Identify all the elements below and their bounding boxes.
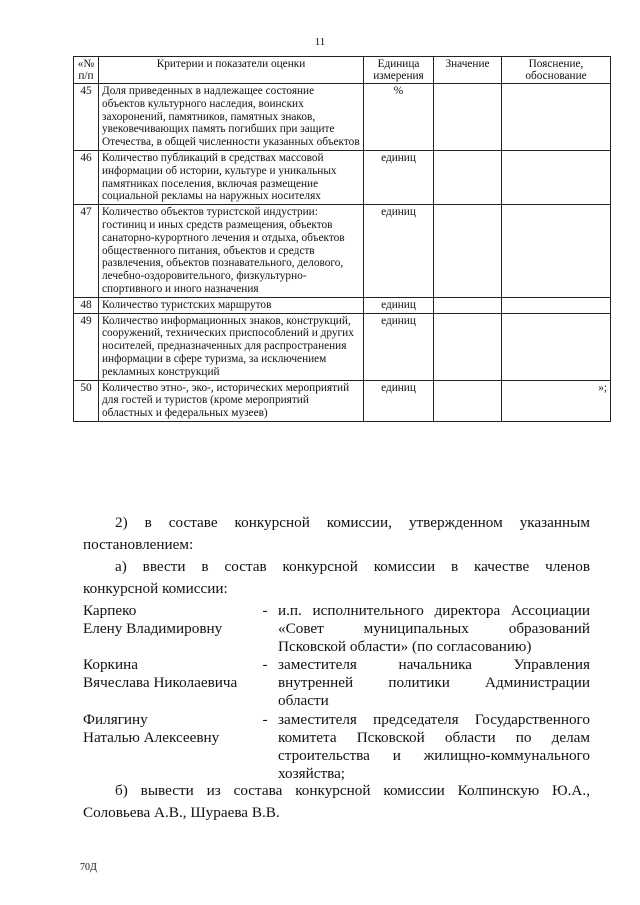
criteria-table [73, 56, 611, 422]
paragraph-a [83, 556, 590, 600]
row-unit: единиц [364, 205, 434, 298]
row-value [434, 380, 502, 421]
member-role [278, 656, 590, 710]
role-line: области [278, 692, 329, 709]
member-dash: - [262, 711, 268, 728]
table-row [74, 84, 611, 151]
row-number: 49 [74, 313, 99, 380]
row-criterion: Доля приведенных в надлежащее состояние объектов культурного наследия, воинских захоронений, памятников, памятных знаков, увековечивающих память погибших при защите Отечества, в общей численности указанных объектов [99, 84, 364, 151]
page-number: 11 [314, 36, 326, 48]
role-line: и.п. исполнительного директора Ассоциации [278, 602, 590, 619]
row-value [434, 297, 502, 313]
row-explanation [502, 313, 611, 380]
role-line: хозяйства; [278, 765, 346, 782]
row-criterion: Количество этно-, эко-, исторических мероприятий для гостей и туристов (кроме мероприятий областных и федеральных музеев) [99, 380, 364, 421]
row-explanation [502, 84, 611, 151]
row-unit: единиц [364, 297, 434, 313]
paragraph-2 [83, 512, 590, 556]
header-unit: Единица измерения [364, 57, 434, 84]
row-number: 48 [74, 297, 99, 313]
row-value [434, 205, 502, 298]
paragraph-b [83, 780, 590, 824]
header-value: Значение [434, 57, 502, 84]
role-line: комитета Псковской области по делам [278, 729, 590, 746]
row-explanation [502, 150, 611, 204]
row-number: 45 [74, 84, 99, 151]
table-header-row [74, 57, 611, 84]
paragraph-a-line-2: конкурсной комиссии: [83, 580, 228, 597]
row-explanation: »; [502, 380, 611, 421]
table-row [74, 150, 611, 204]
row-number: 47 [74, 205, 99, 298]
member-karpeko [83, 602, 590, 658]
member-filyagina [83, 711, 590, 783]
row-number: 46 [74, 150, 99, 204]
header-criteria: Критерии и показатели оценки [99, 57, 364, 84]
member-dash: - [262, 602, 268, 619]
paragraph-2-line-1: 2) в составе конкурсной комиссии, утвержденном указанным [115, 514, 590, 531]
member-role [278, 711, 590, 783]
row-explanation [502, 297, 611, 313]
table-row [74, 297, 611, 313]
row-criterion: Количество объектов туристской индустрии: гостиниц и иных средств размещения, объектов санаторно-курортного лечения и отдыха, объектов общественного питания, объектов и средств развлечения, объектов познавательного, делового, лечебно-оздоровительного, физкультурно-спортивного и иного назначения [99, 205, 364, 298]
member-given-names: Вячеслава Николаевича [83, 674, 238, 691]
row-value [434, 313, 502, 380]
row-unit: % [364, 84, 434, 151]
member-name [83, 602, 258, 638]
row-number: 50 [74, 380, 99, 421]
table-row [74, 313, 611, 380]
role-line: заместителя председателя Государственного [278, 711, 590, 728]
row-value [434, 150, 502, 204]
role-line: строительства и жилищно-коммунального [278, 747, 590, 764]
header-number: «№ п/п [74, 57, 99, 84]
paragraph-b-line-1: б) вывести из состава конкурсной комиссии Колпинскую Ю.А., [115, 782, 590, 799]
member-surname: Карпеко [83, 602, 137, 619]
row-explanation [502, 205, 611, 298]
table-row [74, 205, 611, 298]
member-given-names: Наталью Алексеевну [83, 729, 220, 746]
role-line: внутренней политики Администрации [278, 674, 590, 691]
table-row [74, 380, 611, 421]
row-value [434, 84, 502, 151]
member-surname: Филягину [83, 711, 148, 728]
role-line: Псковской области» (по согласованию) [278, 638, 532, 655]
paragraph-2-line-2: постановлением: [83, 536, 194, 553]
paragraph-a-line-1: а) ввести в состав конкурсной комиссии в качестве членов [115, 558, 590, 575]
member-surname: Коркина [83, 656, 138, 673]
member-korkin [83, 656, 590, 712]
member-role [278, 602, 590, 656]
paragraph-b-line-2: Соловьева А.В., Шураева В.В. [83, 804, 280, 821]
role-line: заместителя начальника Управления [278, 656, 590, 673]
member-dash: - [262, 656, 268, 673]
row-criterion: Количество информационных знаков, конструкций, сооружений, технических приспособлений и других носителей, предназначенных для распространения информации в сфере туризма, за исключением рекламных конструкций [99, 313, 364, 380]
header-explanation: Пояснение, обоснование [502, 57, 611, 84]
row-unit: единиц [364, 380, 434, 421]
member-given-names: Елену Владимировну [83, 620, 223, 637]
member-name [83, 711, 258, 747]
row-criterion: Количество туристских маршрутов [99, 297, 364, 313]
row-unit: единиц [364, 150, 434, 204]
row-unit: единиц [364, 313, 434, 380]
row-criterion: Количество публикаций в средствах массовой информации об истории, культуре и уникальных памятниках поселения, включая размещение социальной рекламы на наружных носителях [99, 150, 364, 204]
footer-code: 70Д [80, 862, 97, 873]
member-name [83, 656, 258, 692]
role-line: «Совет муниципальных образований [278, 620, 590, 637]
